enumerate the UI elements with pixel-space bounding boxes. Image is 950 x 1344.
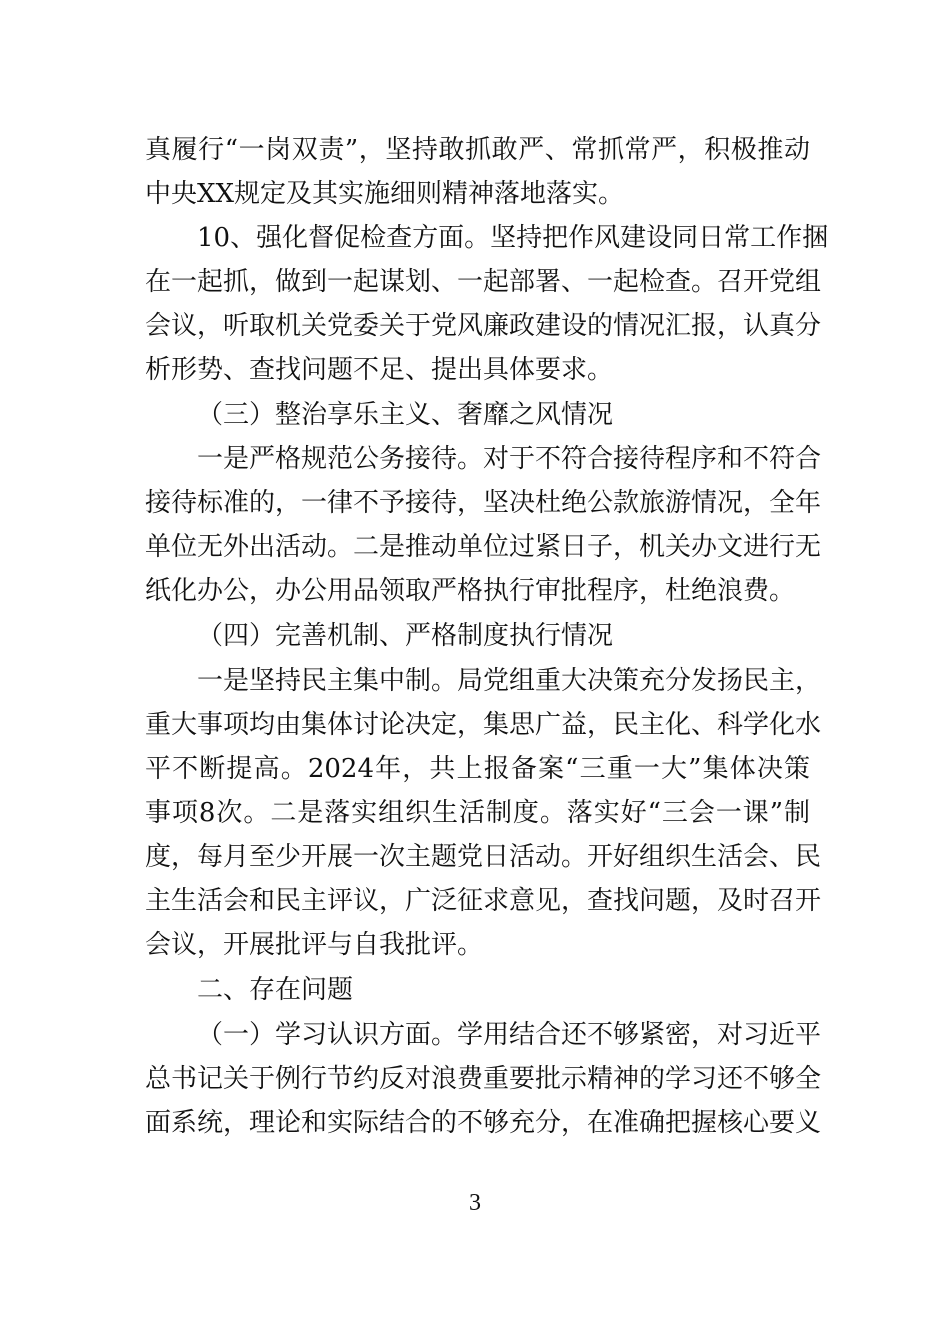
page-number: 3 [469, 1190, 481, 1216]
paragraph-line: 真履行“一岗双责”，坚持敢抓敢严、常抓常严，积极推动 [145, 135, 810, 165]
paragraph-line: 重大事项均由集体讨论决定，集思广益，民主化、科学化水 [145, 710, 822, 740]
paragraph-line: 10、强化督促检查方面。坚持把作风建设同日常工作捆 [197, 223, 829, 253]
paragraph-line: （一）学习认识方面。学用结合还不够紧密，对习近平 [197, 1020, 822, 1050]
paragraph-line: 事项8次。二是落实组织生活制度。落实好“三会一课”制 [145, 798, 810, 828]
paragraph-line: 在一起抓，做到一起谋划、一起部署、一起检查。召开党组 [145, 267, 822, 297]
paragraph-line: 度，每月至少开展一次主题党日活动。开好组织生活会、民 [145, 842, 822, 872]
paragraph-line: 纸化办公，办公用品领取严格执行审批程序，杜绝浪费。 [145, 576, 796, 606]
paragraph-line: 中央XX规定及其实施细则精神落地落实。 [145, 179, 625, 209]
paragraph-line: 一是坚持民主集中制。局党组重大决策充分发扬民主， [197, 666, 822, 696]
paragraph-line: 一是严格规范公务接待。对于不符合接待程序和不符合 [197, 444, 822, 474]
paragraph-line: 会议，开展批评与自我批评。 [145, 930, 484, 960]
section-subheading: （三）整治享乐主义、奢靡之风情况 [197, 400, 614, 430]
paragraph-line: 主生活会和民主评议，广泛征求意见，查找问题，及时召开 [145, 886, 822, 916]
paragraph-line: 单位无外出活动。二是推动单位过紧日子，机关办文进行无 [145, 532, 822, 562]
paragraph-line: 面系统，理论和实际结合的不够充分，在准确把握核心要义 [145, 1108, 822, 1138]
paragraph-line: 析形势、查找问题不足、提出具体要求。 [145, 355, 614, 385]
paragraph-line: 会议，听取机关党委关于党风廉政建设的情况汇报，认真分 [145, 311, 822, 341]
section-heading: 二、存在问题 [197, 975, 354, 1005]
paragraph-line: 接待标准的，一律不予接待，坚决杜绝公款旅游情况，全年 [145, 488, 822, 518]
paragraph-line: 平不断提高。2024年，共上报备案“三重一大”集体决策 [145, 754, 810, 784]
section-subheading: （四）完善机制、严格制度执行情况 [197, 621, 614, 651]
paragraph-line: 总书记关于例行节约反对浪费重要批示精神的学习还不够全 [145, 1064, 822, 1094]
